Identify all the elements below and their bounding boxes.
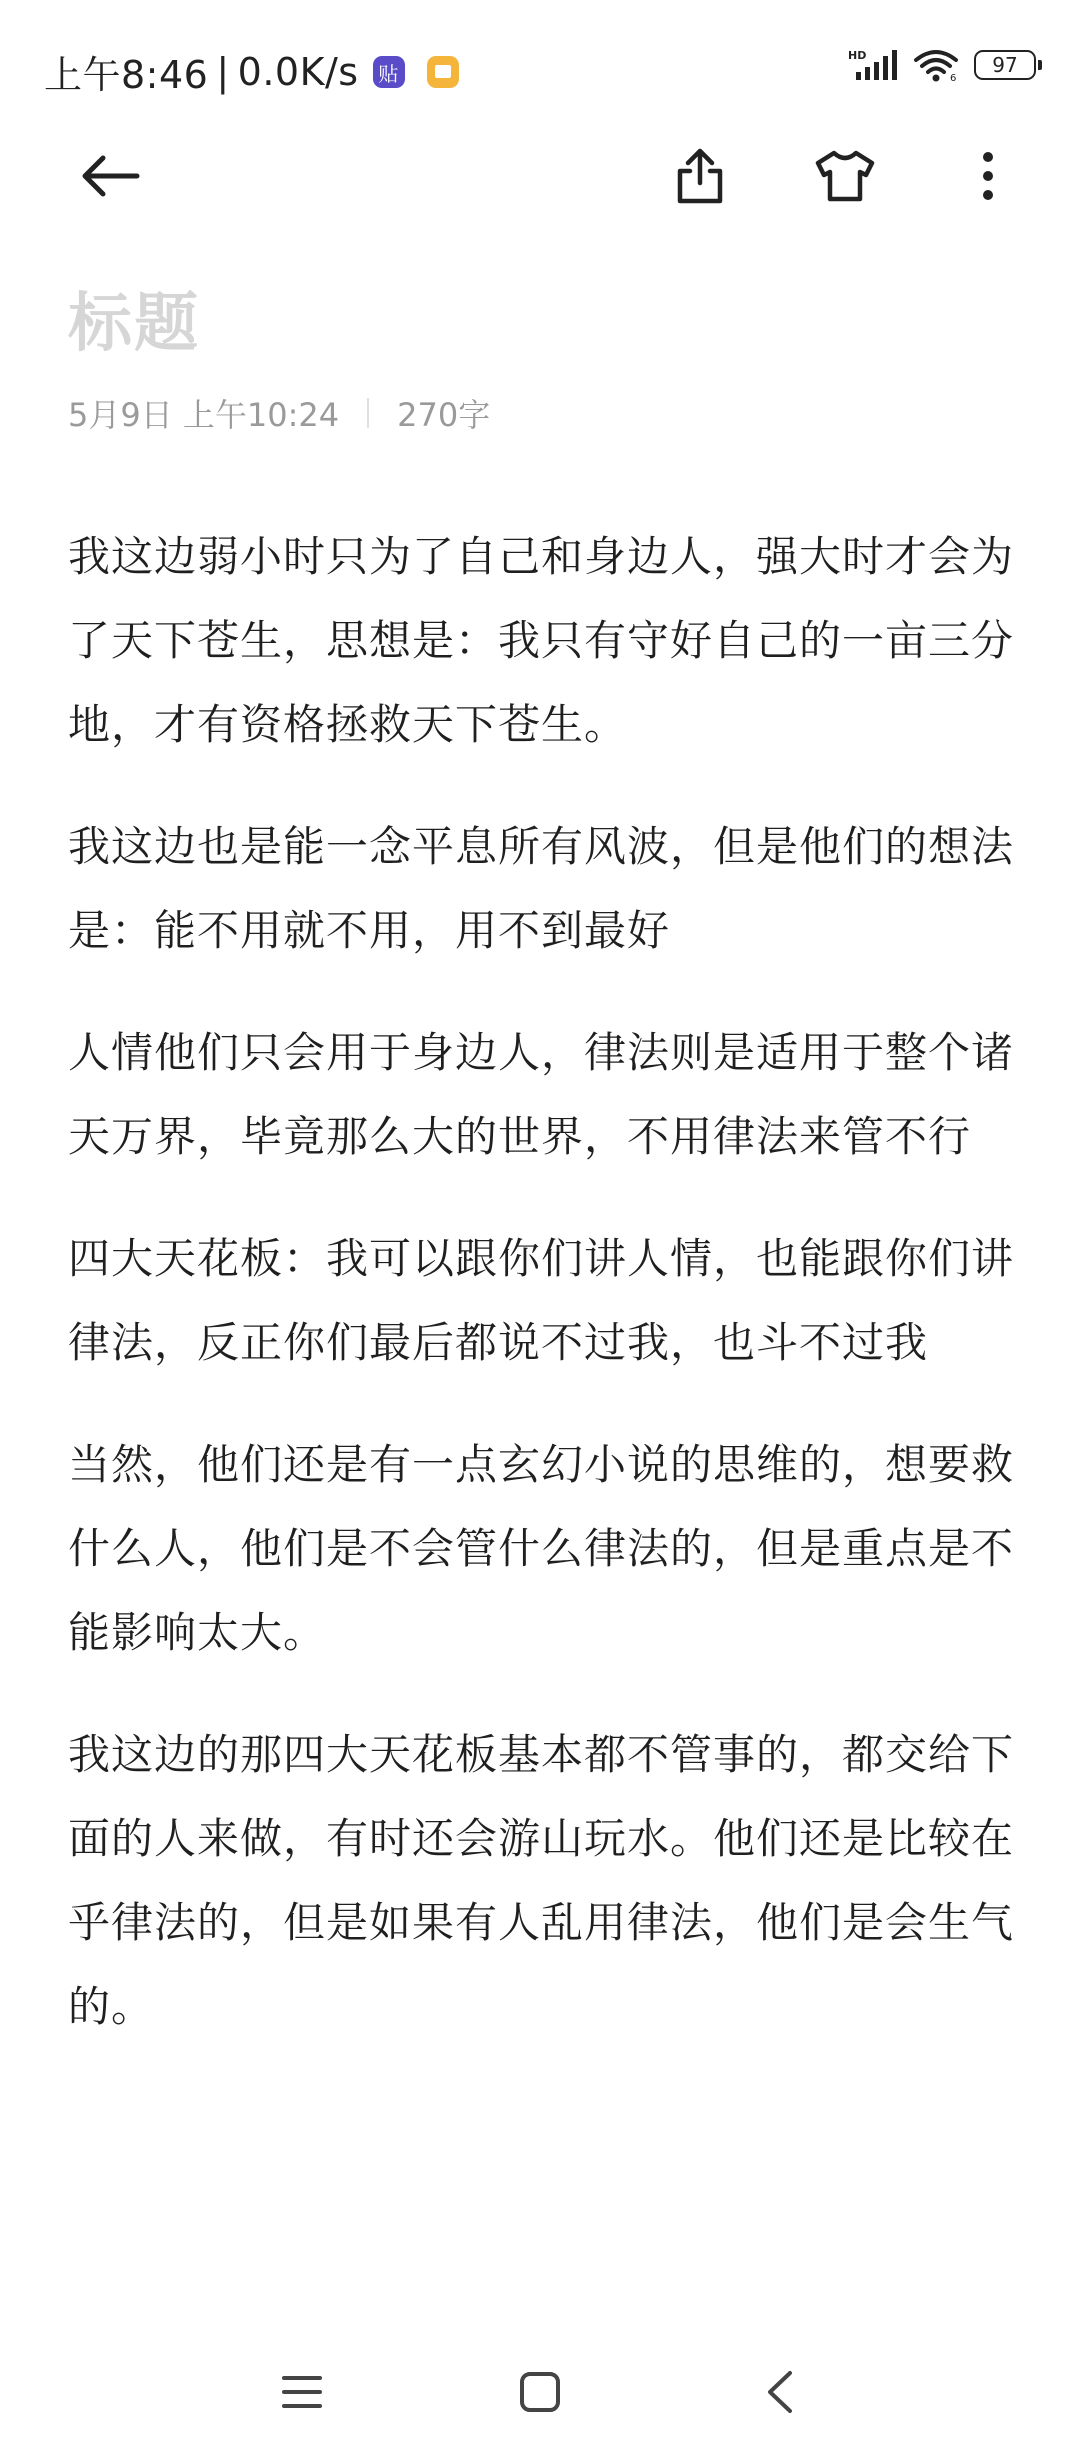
back-chevron-icon	[764, 2369, 796, 2419]
note-toolbar	[0, 130, 1080, 230]
svg-text:6: 6	[950, 73, 957, 82]
battery-icon	[974, 50, 1036, 80]
status-right	[848, 48, 1036, 82]
home-square-icon	[518, 2370, 562, 2418]
notes-app-icon	[427, 56, 459, 88]
system-nav-bar	[0, 2340, 1080, 2460]
status-bar	[0, 0, 1080, 130]
status-separator: |	[216, 49, 230, 94]
menu-icon	[280, 2372, 324, 2416]
back-button[interactable]	[70, 138, 150, 218]
share-icon	[674, 147, 726, 209]
share-button[interactable]	[660, 138, 740, 218]
word-count: 270字	[397, 396, 491, 434]
note-title-input[interactable]: 标题	[68, 287, 200, 361]
theme-button[interactable]	[805, 138, 885, 218]
note-paragraph-3[interactable]: 人情他们只会用于身边人，律法则是适用于整个诸天万界，毕竟那么大的世界，不用律法来管不行	[68, 1028, 1015, 1161]
tshirt-icon	[814, 149, 876, 207]
meta-divider	[367, 398, 369, 428]
arrow-left-icon	[79, 152, 141, 204]
more-options-button[interactable]	[948, 138, 1028, 218]
note-paragraph-6[interactable]: 我这边的那四大天花板基本都不管事的，都交给下面的人来做，有时还会游山玩水。他们还是比较在乎律法的，但是如果有人乱用律法，他们是会生气的。	[68, 1730, 1015, 2031]
status-time: 上午8:46	[44, 53, 209, 97]
nav-back-button[interactable]	[740, 2354, 820, 2434]
network-type-label: HD	[848, 49, 867, 62]
more-vertical-icon	[981, 151, 995, 205]
home-button[interactable]	[500, 2354, 580, 2434]
note-paragraph-4[interactable]: 四大天花板：我可以跟你们讲人情，也能跟你们讲律法，反正你们最后都说不过我，也斗不过我	[68, 1234, 1015, 1367]
wifi-icon	[912, 48, 960, 82]
note-paragraph-1[interactable]: 我这边弱小时只为了自己和身边人，强大时才会为了天下苍生，思想是：我只有守好自己的一亩三分地，才有资格拯救天下苍生。	[68, 532, 1015, 749]
battery-level: 97	[992, 53, 1018, 77]
tieba-app-icon	[373, 56, 405, 88]
note-paragraph-5[interactable]: 当然，他们还是有一点玄幻小说的思维的，想要救什么人，他们是不会管什么律法的，但是重点是不能影响太大。	[68, 1440, 1015, 1657]
note-body-editor[interactable]	[68, 515, 1018, 2087]
status-left	[44, 44, 459, 99]
recents-button[interactable]	[262, 2354, 342, 2434]
note-meta	[68, 390, 490, 436]
signal-icon	[848, 48, 900, 82]
note-paragraph-2[interactable]: 我这边也是能一念平息所有风波，但是他们的想法是：能不用就不用，用不到最好	[68, 822, 1015, 955]
network-speed: 0.0K/s	[237, 49, 359, 94]
note-date: 5月9日 上午10:24	[68, 396, 340, 434]
